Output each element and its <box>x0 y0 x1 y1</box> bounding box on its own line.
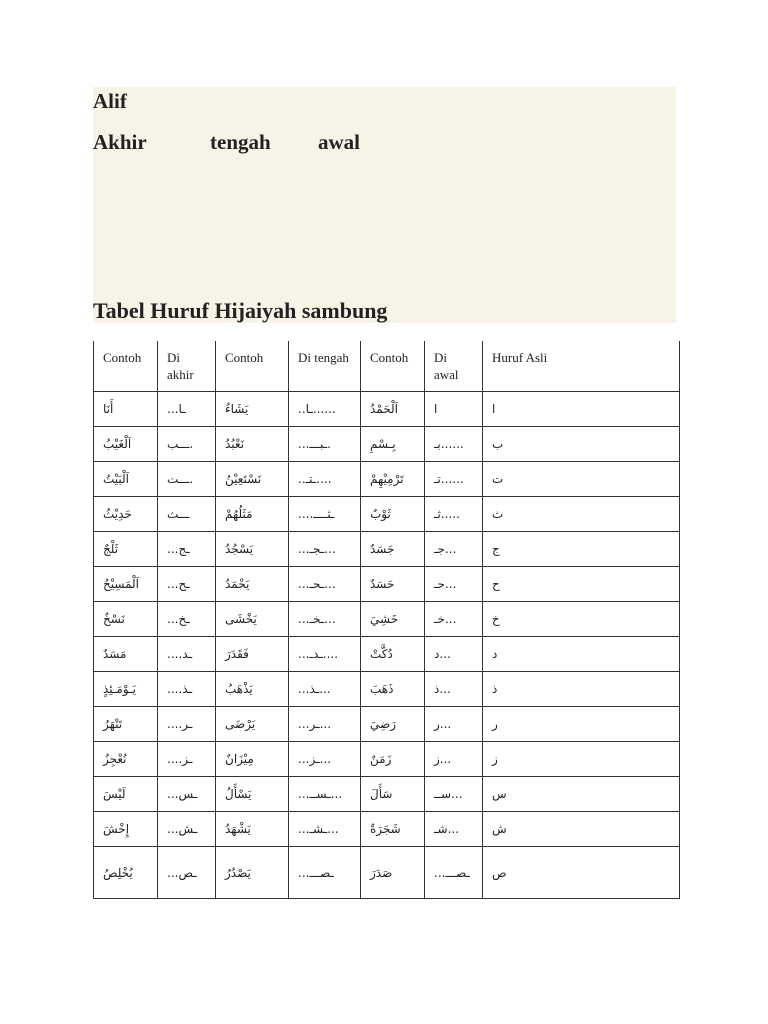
table-cell: ...ـذ... <box>289 672 361 707</box>
table-cell: لَيْسَ <box>94 777 158 812</box>
table-row <box>94 532 680 567</box>
table-cell: ...ـبـــ. <box>289 427 361 462</box>
table-cell: حـ... <box>425 567 483 602</box>
table-cell: ...ـص <box>158 847 216 899</box>
table-cell: رَضِيَ <box>361 707 425 742</box>
table-cell: يُخْلِصُ <box>94 847 158 899</box>
table-cell: خ <box>483 602 680 637</box>
table-cell: ـــث <box>158 497 216 532</box>
header-section <box>93 87 676 323</box>
table-cell: مِيْزَانٌ <box>216 742 289 777</box>
table-row <box>94 392 680 427</box>
table-cell: ث <box>483 497 680 532</box>
table-cell: يَذْهَبُ <box>216 672 289 707</box>
table-cell: دُكَّتْ <box>361 637 425 672</box>
table-cell: ....ـثــــ <box>289 497 361 532</box>
table-cell: ...ـســ... <box>289 777 361 812</box>
table-cell: ر... <box>425 707 483 742</box>
table-cell: ...ـح <box>158 567 216 602</box>
table-row <box>94 602 680 637</box>
table-cell: يَرْضَى <box>216 707 289 742</box>
table-title: Tabel Huruf Hijaiyah sambung <box>93 298 388 323</box>
table-cell: ا <box>425 392 483 427</box>
table-cell: حَسَدٌ <box>361 567 425 602</box>
table-cell: يَحْمَدُ <box>216 567 289 602</box>
table-row <box>94 672 680 707</box>
table-cell: ج <box>483 532 680 567</box>
table-cell: ذ <box>483 672 680 707</box>
table-cell: زَمَنٌ <box>361 742 425 777</box>
table-cell: ذَهَبَ <box>361 672 425 707</box>
table-cell: د... <box>425 637 483 672</box>
column-header: Di awal <box>425 341 483 392</box>
table-cell: يَصْدُرُ <box>216 847 289 899</box>
column-header: Di akhir <box>158 341 216 392</box>
table-cell: شَجَرَةٌ <box>361 812 425 847</box>
table-cell: ....ـز <box>158 742 216 777</box>
column-header: Contoh <box>94 341 158 392</box>
table-cell: ـــب. <box>158 427 216 462</box>
table-cell: اَلْمَسِيْحُ <box>94 567 158 602</box>
table-cell: جـ... <box>425 532 483 567</box>
table-row <box>94 427 680 462</box>
table-cell: ســ... <box>425 777 483 812</box>
table-cell: ...ـس <box>158 777 216 812</box>
table-cell: ...ـج <box>158 532 216 567</box>
table-cell: ح <box>483 567 680 602</box>
table-cell: ر <box>483 707 680 742</box>
table-cell: ش <box>483 812 680 847</box>
table-cell: ....ـد <box>158 637 216 672</box>
table-row <box>94 847 680 899</box>
table-cell: نَسْخٌ <box>94 602 158 637</box>
table-cell: ....ـر <box>158 707 216 742</box>
table-cell: ...ـشـ... <box>289 812 361 847</box>
table-cell: ـــت. <box>158 462 216 497</box>
table-body <box>94 392 680 899</box>
table-cell: ...ـحـ... <box>289 567 361 602</box>
table-cell: إِخْشَ <box>94 812 158 847</box>
table-cell: نَسْتَعِيْنُ <box>216 462 289 497</box>
table-cell: يَشْهَدُ <box>216 812 289 847</box>
table-row <box>94 637 680 672</box>
table-cell: يَسْجُدُ <box>216 532 289 567</box>
table-cell: ...ـا <box>158 392 216 427</box>
table-cell: جَسَدٌ <box>361 532 425 567</box>
column-header: Di tengah <box>289 341 361 392</box>
table-cell: ...ـخـ... <box>289 602 361 637</box>
table-cell: س <box>483 777 680 812</box>
table-cell: ز... <box>425 742 483 777</box>
table-cell: اَلْبَيْتُ <box>94 462 158 497</box>
table-cell: ز <box>483 742 680 777</box>
table-cell: مَثَلُهُمْ <box>216 497 289 532</box>
table-cell: صَدَرَ <box>361 847 425 899</box>
position-label-awal: awal <box>318 130 360 154</box>
table-cell: ب <box>483 427 680 462</box>
table-cell: ...ـصـــ <box>425 847 483 899</box>
table-cell: ...ـش <box>158 812 216 847</box>
position-label-akhir: Akhir <box>93 130 147 154</box>
table-row <box>94 567 680 602</box>
table-cell: شـ... <box>425 812 483 847</box>
column-header: Huruf Asli <box>483 341 680 392</box>
table-row <box>94 497 680 532</box>
table-cell: د <box>483 637 680 672</box>
table-cell: ....ـذ <box>158 672 216 707</box>
table-cell: ثـ..... <box>425 497 483 532</box>
table-cell: اَلْغَيْبُ <box>94 427 158 462</box>
column-header: Contoh <box>361 341 425 392</box>
table-row <box>94 777 680 812</box>
table-cell: ..ـا...... <box>289 392 361 427</box>
table-cell: ...ـصـــ <box>289 847 361 899</box>
table-cell: ...ـر... <box>289 707 361 742</box>
table-cell: ذ... <box>425 672 483 707</box>
table-cell: ...ـجـ... <box>289 532 361 567</box>
table-cell: بِـسْمِ <box>361 427 425 462</box>
table-cell: حَدِيْثُ <box>94 497 158 532</box>
table-cell: نَعْبُدُ <box>216 427 289 462</box>
hijaiyah-table <box>93 341 680 899</box>
table-cell: ثَلْجٌ <box>94 532 158 567</box>
table-cell: تَنْهَرُ <box>94 707 158 742</box>
table-row <box>94 812 680 847</box>
table-cell: أَنَا <box>94 392 158 427</box>
table-cell: سَأَلَ <box>361 777 425 812</box>
table-cell: بـ...... <box>425 427 483 462</box>
table-cell: يَـوْمَـئِذٍ <box>94 672 158 707</box>
table-row <box>94 707 680 742</box>
position-label-tengah: tengah <box>210 130 271 154</box>
table-cell: اَلْحَمْدُ <box>361 392 425 427</box>
table-row <box>94 742 680 777</box>
table-cell: ...ـز... <box>289 742 361 777</box>
table-cell: فَقَدَرَ <box>216 637 289 672</box>
section-title: Alif <box>93 89 127 113</box>
table-cell: ص <box>483 847 680 899</box>
table-cell: يَسْأَلُ <box>216 777 289 812</box>
table-cell: خَشِيَ <box>361 602 425 637</box>
table-cell: تـ...... <box>425 462 483 497</box>
table-cell: نُعْجِزُ <box>94 742 158 777</box>
table-cell: ...ـدـ.... <box>289 637 361 672</box>
table-cell: يَشَاءُ <box>216 392 289 427</box>
table-cell: ثَوْبٌ <box>361 497 425 532</box>
table-cell: ...ـخ <box>158 602 216 637</box>
table-header-row <box>94 341 680 392</box>
table-cell: يَخْشَى <box>216 602 289 637</box>
table-cell: ..ـتـ.... <box>289 462 361 497</box>
table-cell: تَرْمِيْهِمْ <box>361 462 425 497</box>
table-row <box>94 462 680 497</box>
table-cell: ت <box>483 462 680 497</box>
table-cell: مَسَدٌ <box>94 637 158 672</box>
column-header: Contoh <box>216 341 289 392</box>
table-cell: خـ... <box>425 602 483 637</box>
table-cell: ا <box>483 392 680 427</box>
